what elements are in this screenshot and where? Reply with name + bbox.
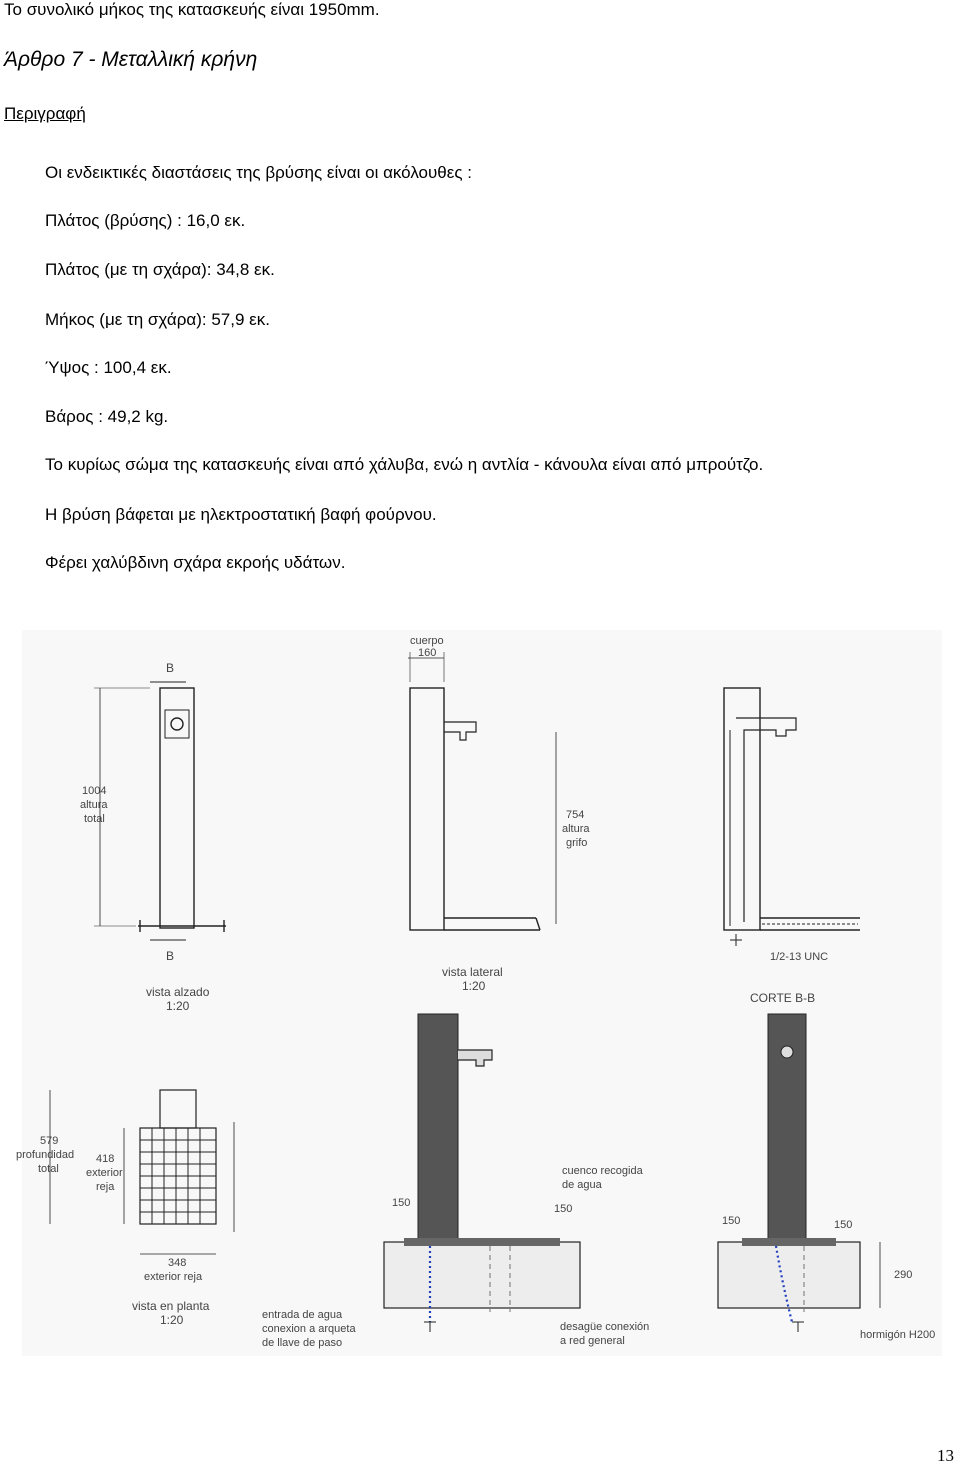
dim-150: 150 [834,1219,853,1231]
dim-150: 150 [722,1215,741,1227]
section-marker-bottom: B [166,949,175,963]
dim-label: exterior reja [144,1271,203,1283]
spec-line: Ύψος : 100,4 εκ. [45,358,172,377]
dim-label: reja [96,1181,115,1193]
dim-label: altura [80,799,108,811]
section-marker-top: B [166,661,175,675]
dim-body-width: 160 [418,647,437,659]
dim-label: profundidad [16,1149,75,1161]
label-basin: cuenco recogida [562,1165,643,1177]
dim-290: 290 [894,1269,913,1281]
label-drain: desagüe conexión [560,1321,650,1333]
view-scale: 1:20 [160,1313,184,1327]
view-scale: 1:20 [166,999,190,1013]
spec-line: Φέρει χαλύβδινη σχάρα εκροής υδάτων. [45,553,346,572]
dim-label: total [84,813,105,825]
dim-150: 150 [554,1203,573,1215]
view-title: vista lateral [442,965,503,979]
label-water-inlet: de llave de paso [262,1337,343,1349]
spec-line: Πλάτος (με τη σχάρα): 34,8 εκ. [45,260,275,279]
view-scale: 1:20 [462,979,486,993]
intro-line: Το συνολικό μήκος της κατασκευής είναι 1950mm. [4,0,380,19]
dim-label: exterior [86,1167,123,1179]
view-title: vista en planta [132,1299,210,1313]
dim-label: altura [562,823,590,835]
dim-label: grifo [566,837,588,849]
article-heading: Άρθρο 7 - Μεταλλική κρήνη [4,48,258,71]
thread-spec: 1/2-13 UNC [770,951,829,963]
label-water-inlet: conexion a arqueta [262,1323,356,1335]
spec-line: Η βρύση βάφεται με ηλεκτροστατική βαφή φούρνου. [45,505,437,524]
label-basin: de agua [562,1179,602,1191]
description-subheading: Περιγραφή [4,104,86,123]
dim-label: total [38,1163,59,1175]
fountain-technical-drawing [0,622,960,1362]
dim-grid-width: 348 [168,1257,187,1269]
page-number: 13 [937,1446,954,1465]
dim-plan-depth: 579 [40,1135,59,1147]
view-title: vista alzado [146,985,210,999]
dim-label: cuerpo [410,635,444,647]
spec-line: Πλάτος (βρύσης) : 16,0 εκ. [45,211,246,230]
view-title: CORTE B-B [750,991,816,1005]
dim-height-total: 1004 [82,785,107,797]
spec-line: Βάρος : 49,2 kg. [45,407,169,426]
label-drain: a red general [560,1335,625,1347]
label-water-inlet: entrada de agua [262,1309,343,1321]
dim-150: 150 [392,1197,411,1209]
label-concrete: hormigón H200 [860,1329,936,1341]
dim-grid-depth: 418 [96,1153,115,1165]
spec-line: Το κυρίως σώμα της κατασκευής είναι από χάλυβα, ενώ η αντλία - κάνουλα είναι από μπρούτζο. [45,455,764,474]
spec-line: Οι ενδεικτικές διαστάσεις της βρύσης είναι οι ακόλουθες : [45,163,472,182]
spec-line: Μήκος (με τη σχάρα): 57,9 εκ. [45,310,270,329]
dim-tap-height: 754 [566,809,585,821]
